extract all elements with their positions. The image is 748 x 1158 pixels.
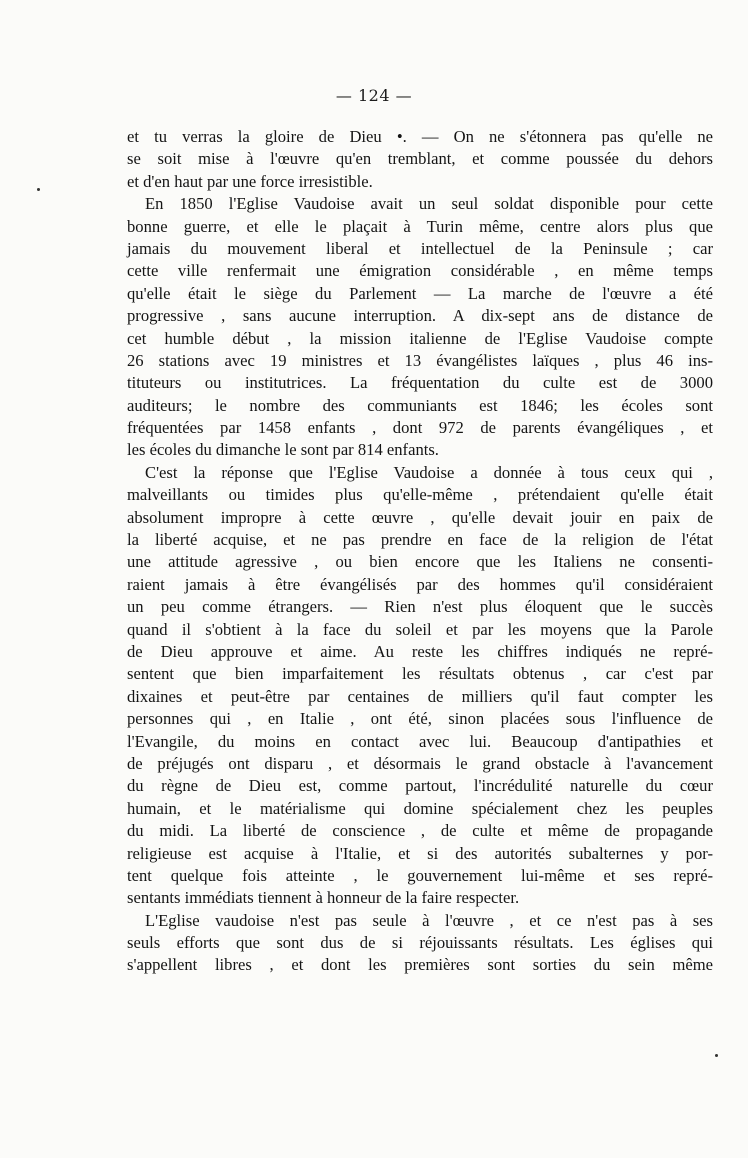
text-line: bonne guerre, et elle le plaçait à Turin même, centre alors plus que	[127, 216, 713, 236]
text-line: cette ville renfermait une émigration considérable , en même temps	[127, 261, 713, 281]
text-line: religieuse est acquise à l'Italie, et si des autorités subalternes y por-	[127, 843, 713, 863]
text-line: les écoles du dimanche le sont par 814 enfants.	[127, 440, 439, 460]
text-line: la liberté acquise, et ne pas prendre en face de la religion de l'état	[127, 530, 713, 550]
text-line: de Dieu approuve et aime. Au reste les chiffres indiqués ne repré-	[127, 641, 713, 661]
text-line: seuls efforts que sont dus de si réjouissants résultats. Les églises qui	[127, 933, 713, 953]
text-line: absolument impropre à cette œuvre , qu'elle devait jouir en paix de	[127, 507, 713, 527]
ink-speck	[37, 188, 40, 191]
page-number: — 124 —	[335, 86, 413, 105]
text-line: sentants immédiats tiennent à honneur de la faire respecter.	[127, 888, 520, 908]
text-line: dixaines et peut-être par centaines de milliers qu'il faut compter les	[127, 686, 713, 706]
text-line: L'Eglise vaudoise n'est pas seule à l'œuvre , et ce n'est pas à ses	[145, 910, 713, 930]
text-line: une attitude agressive , ou bien encore que les Italiens ne consenti-	[127, 552, 713, 572]
text-line: l'Evangile, du moins en contact avec lui. Beaucoup d'antipathies et	[127, 731, 713, 751]
text-line: qu'elle était le siège du Parlement — La marche de l'œuvre a été	[127, 283, 713, 303]
text-line: quand il s'obtient à la face du soleil et par les moyens que la Parole	[127, 619, 713, 639]
text-line: progressive , sans aucune interruption. A dix-sept ans de distance de	[127, 306, 713, 326]
text-line: fréquentées par 1458 enfants , dont 972 de parents évangéliques , et	[127, 418, 713, 438]
text-line: 26 stations avec 19 ministres et 13 évangélistes laïques , plus 46 ins-	[127, 350, 713, 370]
text-line: du règne de Dieu est, comme partout, l'incrédulité naturelle du cœur	[127, 776, 713, 796]
text-line: du midi. La liberté de conscience , de culte et même de propagande	[127, 821, 713, 841]
text-line: se soit mise à l'œuvre qu'en tremblant, et comme poussée du dehors	[127, 149, 713, 169]
text-line: malveillants ou timides plus qu'elle-même , prétendaient qu'elle était	[127, 485, 713, 505]
text-line: et tu verras la gloire de Dieu •. — On ne s'étonnera pas qu'elle ne	[127, 127, 713, 146]
text-line: cet humble début , la mission italienne de l'Eglise Vaudoise compte	[127, 328, 713, 348]
text-line: tituteurs ou institutrices. La fréquentation du culte est de 3000	[127, 373, 713, 393]
text-line: un peu comme étrangers. — Rien n'est plus éloquent que le succès	[127, 597, 713, 617]
text-line: auditeurs; le nombre des communiants est 1846; les écoles sont	[127, 395, 713, 415]
body-text	[127, 126, 713, 977]
text-line: raient jamais à être évangélisés par des hommes qu'il considéraient	[127, 574, 713, 594]
text-line: et d'en haut par une force irresistible.	[127, 171, 373, 191]
text-line: de préjugés ont disparu , et désormais le grand obstacle à l'avancement	[127, 753, 713, 773]
ink-speck	[715, 1054, 718, 1057]
text-line: jamais du mouvement liberal et intellectuel de la Peninsule ; car	[127, 238, 713, 258]
text-line: C'est la réponse que l'Eglise Vaudoise a donnée à tous ceux qui ,	[145, 462, 713, 482]
text-line: En 1850 l'Eglise Vaudoise avait un seul soldat disponible pour cette	[145, 194, 713, 214]
text-line: tent quelque fois atteinte , le gouvernement lui-même et ses repré-	[127, 865, 713, 885]
text-line: humain, et le matérialisme qui domine spécialement chez les peuples	[127, 798, 713, 818]
text-line: sentent que bien imparfaitement les résultats obtenus , car c'est par	[127, 664, 713, 684]
text-line: personnes qui , en Italie , ont été, sinon placées sous l'influence de	[127, 709, 713, 729]
text-line: s'appellent libres , et dont les premières sont sorties du sein même	[127, 955, 713, 975]
